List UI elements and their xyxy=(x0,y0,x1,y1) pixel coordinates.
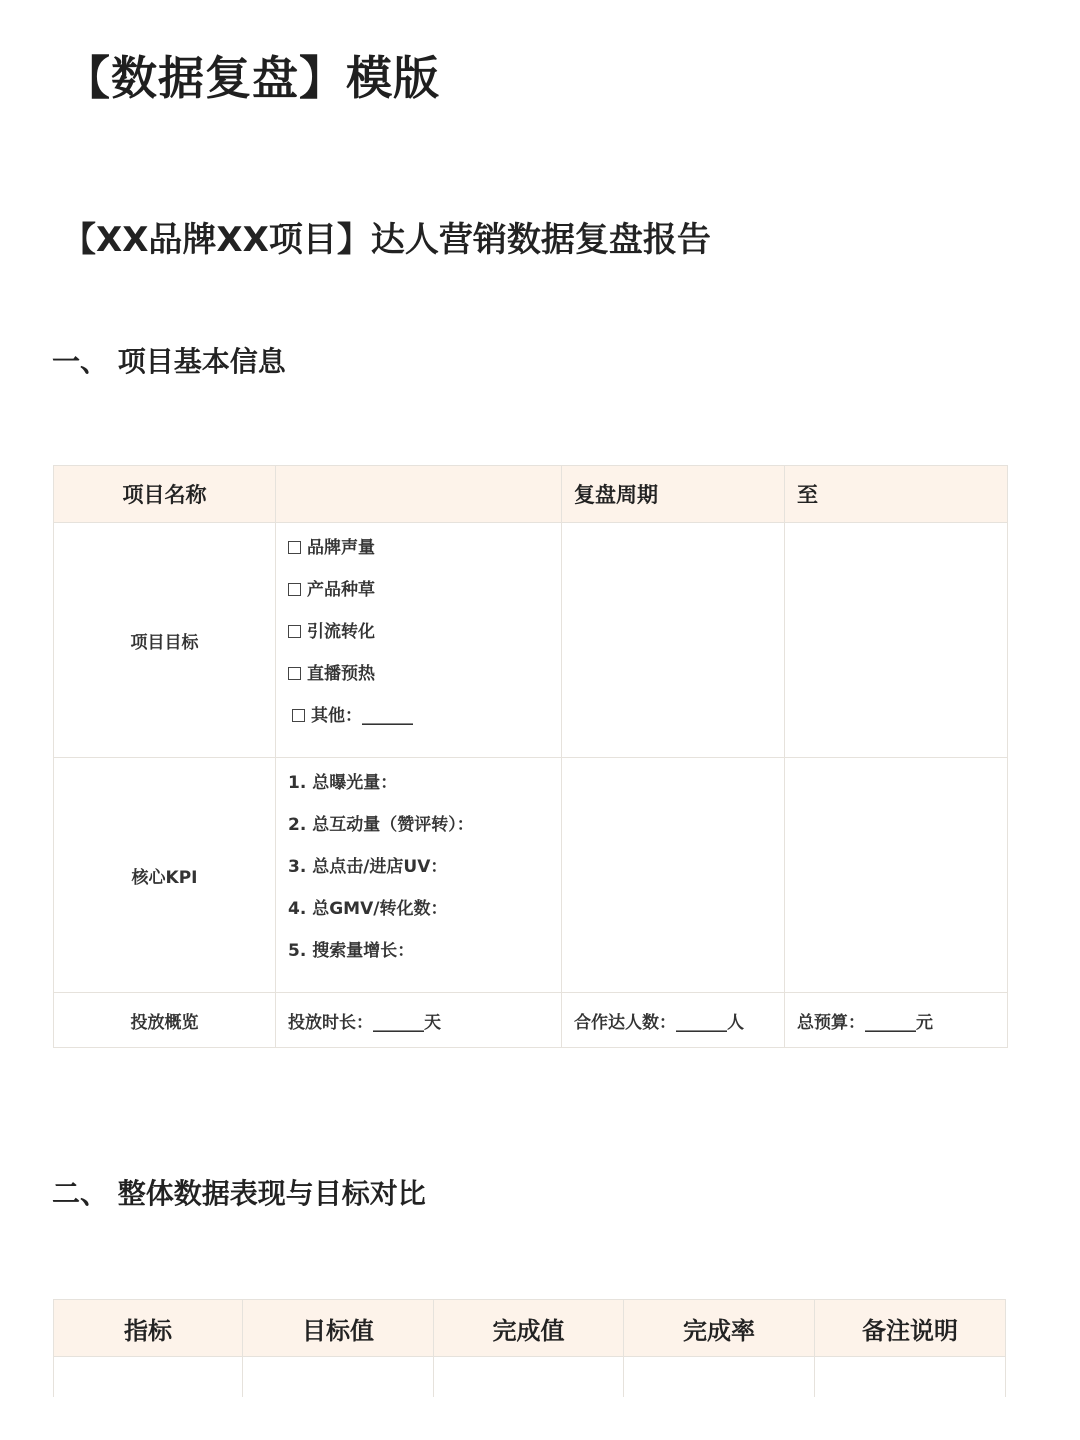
table-cell[interactable] xyxy=(54,1357,243,1398)
page-title: 【数据复盘】模版 xyxy=(64,51,440,105)
budget-label: 投放概览 xyxy=(54,993,276,1048)
section-heading-basic-info: 一、 项目基本信息 xyxy=(52,345,286,378)
table-cell[interactable] xyxy=(815,1357,1006,1398)
goal-option-label: 其他：______ xyxy=(311,706,413,726)
goal-option-label: 直播预热 xyxy=(307,664,375,684)
budget-row xyxy=(54,993,1008,1048)
kpi-item: 2. 总互动量（赞评转）： xyxy=(288,815,474,835)
checkbox-icon[interactable] xyxy=(292,709,305,722)
col-metric: 指标 xyxy=(54,1300,243,1357)
goal-option[interactable] xyxy=(288,619,561,661)
col-rate: 完成率 xyxy=(624,1300,815,1357)
project-info-table xyxy=(53,465,1008,1048)
goal-options xyxy=(276,523,562,758)
duration-field[interactable]: 投放时长：______天 xyxy=(276,993,562,1048)
info-table-header-row xyxy=(54,466,1008,523)
kpi-label: 核心KPI xyxy=(54,758,276,993)
kpi-item: 3. 总点击/进店UV： xyxy=(288,857,448,877)
col-actual: 完成值 xyxy=(434,1300,624,1357)
goal-option[interactable] xyxy=(288,661,561,703)
review-period-to: 至 xyxy=(785,466,1008,523)
col-target: 目标值 xyxy=(243,1300,434,1357)
table-cell[interactable] xyxy=(243,1357,434,1398)
goal-cell-empty[interactable] xyxy=(562,523,785,758)
goal-option[interactable] xyxy=(288,703,561,745)
project-name-value[interactable] xyxy=(276,466,562,523)
kpi-row xyxy=(54,758,1008,993)
project-name-label: 项目名称 xyxy=(54,466,276,523)
goal-row xyxy=(54,523,1008,758)
report-title: 【XX品牌XX项目】达人营销数据复盘报告 xyxy=(62,220,711,260)
kpi-item: 5. 搜索量增长： xyxy=(288,941,415,961)
goal-option[interactable] xyxy=(288,577,561,619)
kpi-item: 1. 总曝光量： xyxy=(288,773,398,793)
checkbox-icon[interactable] xyxy=(288,541,301,554)
table-row xyxy=(54,1357,1006,1398)
goal-option-label: 引流转化 xyxy=(307,622,375,642)
goal-label: 项目目标 xyxy=(54,523,276,758)
checkbox-icon[interactable] xyxy=(288,667,301,680)
total-budget-field[interactable]: 总预算：______元 xyxy=(785,993,1008,1048)
talents-field[interactable]: 合作达人数：______人 xyxy=(562,993,785,1048)
checkbox-icon[interactable] xyxy=(288,625,301,638)
goal-option[interactable] xyxy=(288,535,561,577)
section-heading-data-comparison: 二、 整体数据表现与目标对比 xyxy=(52,1177,426,1210)
table-cell[interactable] xyxy=(434,1357,624,1398)
goal-option-label: 产品种草 xyxy=(307,580,375,600)
kpi-cell-empty[interactable] xyxy=(785,758,1008,993)
goal-cell-empty[interactable] xyxy=(785,523,1008,758)
table-cell[interactable] xyxy=(624,1357,815,1398)
col-notes: 备注说明 xyxy=(815,1300,1006,1357)
goal-option-label: 品牌声量 xyxy=(307,538,375,558)
kpi-item: 4. 总GMV/转化数： xyxy=(288,899,448,919)
comparison-table xyxy=(53,1299,1006,1397)
kpi-cell-empty[interactable] xyxy=(562,758,785,993)
kpi-list xyxy=(276,758,562,993)
checkbox-icon[interactable] xyxy=(288,583,301,596)
review-period-label: 复盘周期 xyxy=(562,466,785,523)
comparison-header-row xyxy=(54,1300,1006,1357)
